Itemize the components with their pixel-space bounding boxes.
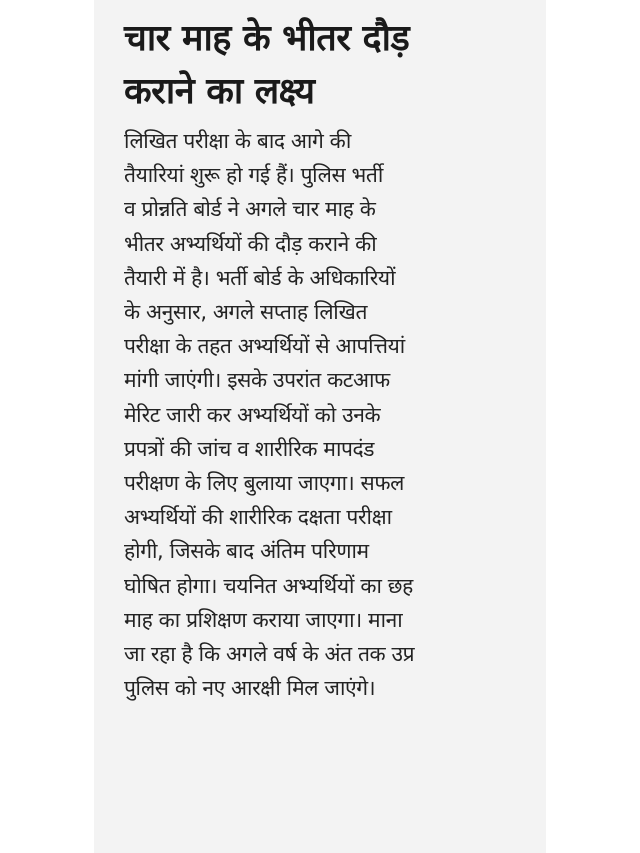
body-line: घोषित होगा। चयनित अभ्यर्थियों का छह xyxy=(124,573,413,598)
body-line: पुलिस को नए आरक्षी मिल जाएंगे। xyxy=(124,676,376,701)
body-line: के अनुसार, अगले सप्ताह लिखित xyxy=(124,300,368,325)
newspaper-clipping xyxy=(94,0,546,853)
body-line: मांगी जाएंगी। इसके उपरांत कटआफ xyxy=(124,368,390,393)
body-line: परीक्षा के तहत अभ्यर्थियों से आपत्तियां xyxy=(124,334,405,359)
headline-line: चार माह के भीतर दौड़ xyxy=(124,18,410,59)
headline-line: कराने का लक्ष्य xyxy=(124,71,315,112)
headline xyxy=(124,12,526,118)
body-line: अभ्यर्थियों की शारीरिक दक्षता परीक्षा xyxy=(124,505,392,530)
body-line: माह का प्रशिक्षण कराया जाएगा। माना xyxy=(124,607,403,632)
body-line: परीक्षण के लिए बुलाया जाएगा। सफल xyxy=(124,471,404,496)
body-line: व प्रोन्नति बोर्ड ने अगले चार माह के xyxy=(124,197,376,222)
body-line: तैयारियां शुरू हो गई हैं। पुलिस भर्ती xyxy=(124,163,383,188)
article-body xyxy=(124,124,526,705)
body-line: मेरिट जारी कर अभ्यर्थियों को उनके xyxy=(124,402,381,427)
body-line: तैयारी में है। भर्ती बोर्ड के अधिकारियों xyxy=(124,265,396,290)
body-line: लिखित परीक्षा के बाद आगे की xyxy=(124,129,351,153)
body-line: होगी, जिसके बाद अंतिम परिणाम xyxy=(124,539,369,564)
body-line: प्रपत्रों की जांच व शारीरिक मापदंड xyxy=(124,436,375,461)
body-line: जा रहा है कि अगले वर्ष के अंत तक उप्र xyxy=(124,642,415,667)
body-line: भीतर अभ्यर्थियों की दौड़ कराने की xyxy=(124,231,377,256)
